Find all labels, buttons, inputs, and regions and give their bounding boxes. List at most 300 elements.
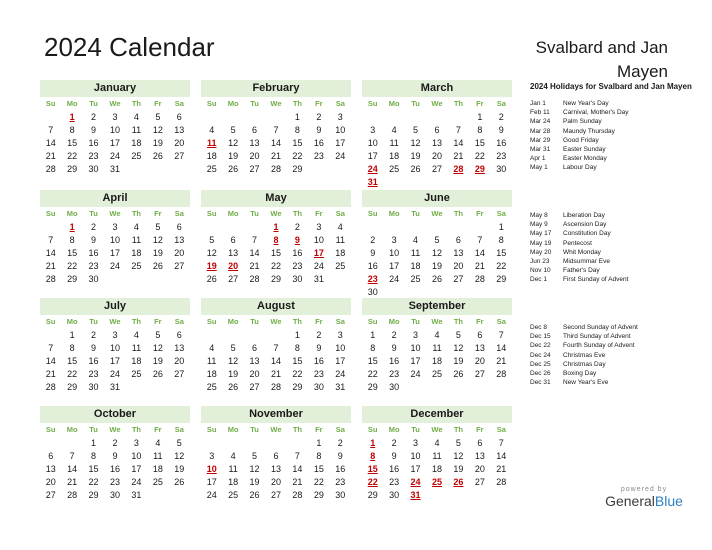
day-cell: 20 xyxy=(474,464,485,474)
day-cell: 17 xyxy=(109,138,120,148)
day-cell: 2 xyxy=(112,438,118,448)
empty-cell xyxy=(244,221,265,234)
day-cell: 26 xyxy=(152,261,163,271)
page-title: 2024 Calendar xyxy=(44,32,215,62)
month-october xyxy=(40,406,190,502)
day-cell: 18 xyxy=(131,138,142,148)
day-cell: 21 xyxy=(496,464,507,474)
day-cell: 29 xyxy=(88,490,99,500)
day-cell: 23 xyxy=(389,477,400,487)
day-cell: 16 xyxy=(496,138,507,148)
day-cell: 22 xyxy=(88,477,99,487)
day-cell: 7 xyxy=(48,235,54,245)
day-cell: 10 xyxy=(109,235,120,245)
day-cell: 30 xyxy=(109,490,120,500)
day-cell: 21 xyxy=(453,151,464,161)
day-cell: 10 xyxy=(131,451,142,461)
day-cell: 27 xyxy=(174,151,185,161)
holiday-day-cell: 1 xyxy=(69,112,75,122)
day-cell: 12 xyxy=(206,248,217,258)
holiday-name: New Year's Day xyxy=(563,100,609,107)
weekday-label: We xyxy=(109,99,121,108)
month-days-grid xyxy=(362,207,512,299)
day-cell: 2 xyxy=(316,112,322,122)
day-cell: 19 xyxy=(431,261,442,271)
day-cell: 13 xyxy=(174,125,185,135)
holidays-title: 2024 Holidays for Svalbard and Jan Mayen xyxy=(530,82,692,91)
holiday-date: Apr 1 xyxy=(530,155,546,163)
weekday-label: Mo xyxy=(66,317,78,326)
day-cell: 21 xyxy=(45,151,56,161)
weekday-label: Sa xyxy=(335,209,345,218)
day-cell: 23 xyxy=(496,151,507,161)
day-cell: 24 xyxy=(109,151,120,161)
day-cell: 9 xyxy=(391,343,397,353)
day-cell: 28 xyxy=(45,164,56,174)
holiday-row xyxy=(530,332,705,341)
weekday-label: Mo xyxy=(388,425,400,434)
month-days-grid xyxy=(40,97,190,176)
day-cell: 14 xyxy=(270,138,281,148)
day-cell: 5 xyxy=(230,343,236,353)
holiday-name: Pentecost xyxy=(563,239,592,247)
holiday-day-cell: 29 xyxy=(474,164,485,174)
day-cell: 25 xyxy=(131,369,142,379)
day-cell: 25 xyxy=(335,261,346,271)
day-cell: 17 xyxy=(410,356,421,366)
day-cell: 1 xyxy=(477,112,483,122)
day-cell: 11 xyxy=(432,451,442,461)
day-cell: 12 xyxy=(410,138,421,148)
day-cell: 27 xyxy=(174,261,185,271)
day-cell: 26 xyxy=(249,490,260,500)
empty-cell xyxy=(469,221,490,234)
empty-cell xyxy=(265,437,286,450)
weekday-label: Sa xyxy=(496,209,506,218)
day-cell: 5 xyxy=(434,235,440,245)
day-cell: 2 xyxy=(370,235,376,245)
day-cell: 15 xyxy=(67,138,78,148)
weekday-label: Fr xyxy=(476,425,484,434)
holiday-day-cell: 8 xyxy=(273,235,279,245)
day-cell: 6 xyxy=(477,330,483,340)
weekday-label: Sa xyxy=(174,209,184,218)
holiday-day-cell: 8 xyxy=(370,451,376,461)
day-cell: 18 xyxy=(131,248,142,258)
day-cell: 17 xyxy=(206,477,217,487)
day-cell: 16 xyxy=(109,464,120,474)
holiday-date: Dec 26 xyxy=(530,369,551,377)
day-cell: 17 xyxy=(335,138,346,148)
holiday-name: Easter Sunday xyxy=(563,145,606,153)
day-cell: 25 xyxy=(152,477,163,487)
day-cell: 29 xyxy=(67,382,78,392)
weekday-label: Th xyxy=(131,425,141,434)
day-cell: 16 xyxy=(88,138,99,148)
weekday-label: Mo xyxy=(227,99,239,108)
holiday-date: Mar 28 xyxy=(530,127,551,135)
day-cell: 3 xyxy=(391,235,397,245)
day-cell: 4 xyxy=(230,451,236,461)
month-days-grid xyxy=(201,97,351,176)
day-cell: 13 xyxy=(431,138,442,148)
empty-cell xyxy=(222,329,243,342)
day-cell: 13 xyxy=(174,343,185,353)
day-cell: 8 xyxy=(91,451,97,461)
day-cell: 21 xyxy=(249,261,260,271)
day-cell: 27 xyxy=(174,369,185,379)
holiday-day-cell: 31 xyxy=(410,490,421,500)
empty-cell xyxy=(40,111,61,124)
holiday-row xyxy=(530,117,705,126)
weekday-label: Su xyxy=(206,425,217,434)
holiday-date: May 20 xyxy=(530,248,552,256)
holiday-date: Mar 24 xyxy=(530,118,551,126)
day-cell: 4 xyxy=(133,330,139,340)
day-cell: 17 xyxy=(109,248,120,258)
day-cell: 5 xyxy=(455,438,461,448)
day-cell: 20 xyxy=(174,248,185,258)
holiday-day-cell: 26 xyxy=(453,477,464,487)
day-cell: 27 xyxy=(228,274,239,284)
empty-cell xyxy=(405,221,426,234)
day-cell: 22 xyxy=(292,369,303,379)
day-cell: 20 xyxy=(249,151,260,161)
day-cell: 3 xyxy=(112,112,118,122)
day-cell: 26 xyxy=(453,369,464,379)
day-cell: 6 xyxy=(176,330,182,340)
day-cell: 9 xyxy=(91,343,97,353)
month-june xyxy=(362,190,512,299)
weekday-label: Su xyxy=(367,317,378,326)
day-cell: 31 xyxy=(109,382,120,392)
day-cell: 24 xyxy=(410,369,421,379)
empty-cell xyxy=(40,221,61,234)
weekday-label: Th xyxy=(292,317,302,326)
day-cell: 9 xyxy=(370,248,376,258)
month-name: July xyxy=(40,298,190,315)
weekday-label: Mo xyxy=(388,317,400,326)
day-cell: 13 xyxy=(249,356,260,366)
day-cell: 30 xyxy=(292,274,303,284)
day-cell: 11 xyxy=(207,356,217,366)
holiday-date: Jun 23 xyxy=(530,257,550,265)
day-cell: 23 xyxy=(313,369,324,379)
holiday-name: Good Friday xyxy=(563,136,599,144)
month-days-grid xyxy=(362,315,512,394)
empty-cell xyxy=(383,221,404,234)
day-cell: 11 xyxy=(389,138,399,148)
day-cell: 7 xyxy=(69,451,75,461)
holiday-row xyxy=(530,239,705,248)
day-cell: 15 xyxy=(67,356,78,366)
day-cell: 28 xyxy=(249,274,260,284)
day-cell: 16 xyxy=(88,248,99,258)
day-cell: 10 xyxy=(313,235,324,245)
holiday-day-cell: 17 xyxy=(313,248,324,258)
day-cell: 27 xyxy=(474,369,485,379)
day-cell: 24 xyxy=(313,261,324,271)
weekday-label: Tu xyxy=(411,209,420,218)
day-cell: 12 xyxy=(453,343,464,353)
holiday-name: Liberation Day xyxy=(563,212,605,219)
day-cell: 15 xyxy=(367,356,378,366)
holiday-name: Ascension Day xyxy=(563,221,607,229)
empty-cell xyxy=(405,111,426,124)
day-cell: 18 xyxy=(431,356,442,366)
powered-by-text: powered by xyxy=(620,486,668,493)
day-cell: 20 xyxy=(174,356,185,366)
day-cell: 12 xyxy=(174,451,185,461)
day-cell: 17 xyxy=(131,464,142,474)
holiday-day-cell: 23 xyxy=(367,274,378,284)
day-cell: 3 xyxy=(316,222,322,232)
day-cell: 8 xyxy=(370,343,376,353)
day-cell: 14 xyxy=(67,464,78,474)
day-cell: 20 xyxy=(45,477,56,487)
day-cell: 4 xyxy=(133,222,139,232)
weekday-label: Mo xyxy=(227,209,239,218)
day-cell: 19 xyxy=(228,369,239,379)
holiday-row xyxy=(530,145,705,154)
day-cell: 5 xyxy=(413,125,419,135)
holiday-day-cell: 19 xyxy=(206,261,217,271)
weekday-label: We xyxy=(109,209,121,218)
empty-cell xyxy=(201,329,222,342)
holiday-day-cell: 15 xyxy=(367,464,378,474)
empty-cell xyxy=(201,221,222,234)
weekday-label: Mo xyxy=(66,99,78,108)
day-cell: 17 xyxy=(367,151,378,161)
weekday-label: Th xyxy=(453,209,463,218)
day-cell: 19 xyxy=(228,151,239,161)
day-cell: 7 xyxy=(48,343,54,353)
day-cell: 11 xyxy=(131,235,142,245)
day-cell: 13 xyxy=(249,138,260,148)
day-cell: 12 xyxy=(228,356,239,366)
day-cell: 11 xyxy=(228,464,238,474)
day-cell: 26 xyxy=(174,477,185,487)
holiday-date: Dec 15 xyxy=(530,333,551,341)
holiday-row xyxy=(530,275,705,284)
day-cell: 2 xyxy=(391,330,397,340)
empty-cell xyxy=(201,111,222,124)
day-cell: 3 xyxy=(337,330,343,340)
day-cell: 22 xyxy=(474,151,485,161)
holiday-name: Constitution Day xyxy=(563,230,611,238)
holiday-day-cell: 11 xyxy=(206,138,217,148)
weekday-label: Fr xyxy=(315,425,323,434)
holiday-row xyxy=(530,127,705,136)
day-cell: 24 xyxy=(109,261,120,271)
day-cell: 26 xyxy=(152,369,163,379)
holiday-row xyxy=(530,360,705,369)
day-cell: 18 xyxy=(206,151,217,161)
holiday-date: Dec 31 xyxy=(530,379,551,387)
month-may xyxy=(201,190,351,286)
month-name: January xyxy=(40,80,190,97)
day-cell: 29 xyxy=(270,274,281,284)
day-cell: 7 xyxy=(273,343,279,353)
holiday-day-cell: 25 xyxy=(431,477,442,487)
day-cell: 29 xyxy=(313,490,324,500)
day-cell: 23 xyxy=(88,151,99,161)
day-cell: 26 xyxy=(228,382,239,392)
day-cell: 28 xyxy=(270,164,281,174)
month-april xyxy=(40,190,190,286)
weekday-label: Tu xyxy=(89,317,98,326)
day-cell: 19 xyxy=(152,248,163,258)
day-cell: 28 xyxy=(45,382,56,392)
weekday-label: Tu xyxy=(89,209,98,218)
day-cell: 14 xyxy=(496,451,507,461)
weekday-label: Fr xyxy=(476,317,484,326)
weekday-label: Sa xyxy=(174,425,184,434)
day-cell: 4 xyxy=(337,222,343,232)
day-cell: 3 xyxy=(112,330,118,340)
weekday-label: Th xyxy=(453,317,463,326)
month-days-grid xyxy=(40,423,190,502)
day-cell: 12 xyxy=(431,248,442,258)
day-cell: 29 xyxy=(292,164,303,174)
weekday-label: We xyxy=(431,99,443,108)
day-cell: 23 xyxy=(389,369,400,379)
day-cell: 9 xyxy=(498,125,504,135)
day-cell: 2 xyxy=(391,438,397,448)
day-cell: 27 xyxy=(270,490,281,500)
day-cell: 14 xyxy=(474,248,485,258)
holiday-date: Jan 1 xyxy=(530,100,546,107)
weekday-label: Tu xyxy=(250,99,259,108)
weekday-label: Mo xyxy=(227,425,239,434)
day-cell: 18 xyxy=(431,464,442,474)
day-cell: 9 xyxy=(91,125,97,135)
holiday-name: First Sunday of Advent xyxy=(563,276,629,284)
holiday-name: Boxing Day xyxy=(563,369,597,377)
day-cell: 5 xyxy=(176,438,182,448)
day-cell: 25 xyxy=(206,164,217,174)
weekday-label: Th xyxy=(292,425,302,434)
month-days-grid xyxy=(40,207,190,286)
day-cell: 9 xyxy=(337,451,343,461)
day-cell: 4 xyxy=(155,438,161,448)
day-cell: 22 xyxy=(67,369,78,379)
day-cell: 8 xyxy=(69,235,75,245)
holiday-name: Christmas Eve xyxy=(563,351,606,359)
empty-cell xyxy=(287,437,308,450)
day-cell: 20 xyxy=(174,138,185,148)
weekday-label: Fr xyxy=(154,317,162,326)
holiday-day-cell: 31 xyxy=(367,177,378,187)
weekday-label: We xyxy=(270,99,282,108)
day-cell: 19 xyxy=(152,138,163,148)
holiday-name: Christmas Day xyxy=(563,360,606,368)
weekday-label: Sa xyxy=(174,317,184,326)
weekday-label: Mo xyxy=(66,425,78,434)
day-cell: 20 xyxy=(270,477,281,487)
day-cell: 11 xyxy=(131,343,142,353)
holiday-date: Mar 31 xyxy=(530,145,551,153)
day-cell: 18 xyxy=(389,151,400,161)
day-cell: 23 xyxy=(335,477,346,487)
day-cell: 5 xyxy=(209,235,215,245)
day-cell: 6 xyxy=(230,235,236,245)
day-cell: 12 xyxy=(228,138,239,148)
day-cell: 3 xyxy=(133,438,139,448)
day-cell: 2 xyxy=(337,438,343,448)
day-cell: 28 xyxy=(496,369,507,379)
day-cell: 10 xyxy=(367,138,378,148)
day-cell: 12 xyxy=(152,343,163,353)
day-cell: 3 xyxy=(413,438,419,448)
empty-cell xyxy=(448,221,469,234)
day-cell: 9 xyxy=(316,343,322,353)
day-cell: 6 xyxy=(477,438,483,448)
day-cell: 8 xyxy=(294,125,300,135)
day-cell: 23 xyxy=(109,477,120,487)
day-cell: 11 xyxy=(432,343,442,353)
month-december xyxy=(362,406,512,502)
holiday-date: May 9 xyxy=(530,221,548,229)
weekday-label: Sa xyxy=(335,99,345,108)
day-cell: 31 xyxy=(313,274,324,284)
holiday-date: Nov 10 xyxy=(530,267,551,275)
month-name: June xyxy=(362,190,512,207)
day-cell: 17 xyxy=(335,356,346,366)
day-cell: 19 xyxy=(410,151,421,161)
holiday-day-cell: 24 xyxy=(410,477,421,487)
weekday-label: Sa xyxy=(335,425,345,434)
empty-cell xyxy=(40,329,61,342)
weekday-label: Sa xyxy=(335,317,345,326)
empty-cell xyxy=(244,437,265,450)
country-name: Svalbard and Jan Mayen xyxy=(535,38,668,81)
day-cell: 4 xyxy=(209,125,215,135)
day-cell: 8 xyxy=(316,451,322,461)
day-cell: 24 xyxy=(389,274,400,284)
day-cell: 22 xyxy=(367,369,378,379)
empty-cell xyxy=(265,111,286,124)
day-cell: 10 xyxy=(109,343,120,353)
day-cell: 27 xyxy=(474,477,485,487)
weekday-label: Su xyxy=(206,317,217,326)
holiday-name: Second Sunday of Advent xyxy=(563,324,638,331)
day-cell: 17 xyxy=(109,356,120,366)
day-cell: 12 xyxy=(453,451,464,461)
day-cell: 11 xyxy=(153,451,163,461)
empty-cell xyxy=(222,221,243,234)
day-cell: 4 xyxy=(133,112,139,122)
day-cell: 10 xyxy=(410,343,421,353)
weekday-label: Mo xyxy=(388,209,400,218)
day-cell: 25 xyxy=(410,274,421,284)
holiday-row xyxy=(530,154,705,163)
day-cell: 15 xyxy=(292,356,303,366)
day-cell: 21 xyxy=(45,261,56,271)
day-cell: 16 xyxy=(292,248,303,258)
day-cell: 21 xyxy=(67,477,78,487)
holiday-date: Dec 1 xyxy=(530,276,547,284)
weekday-label: Fr xyxy=(476,209,484,218)
empty-cell xyxy=(244,111,265,124)
day-cell: 25 xyxy=(228,490,239,500)
day-cell: 5 xyxy=(155,330,161,340)
day-cell: 15 xyxy=(474,138,485,148)
weekday-label: Th xyxy=(131,317,141,326)
month-days-grid xyxy=(362,97,512,189)
day-cell: 7 xyxy=(252,235,258,245)
day-cell: 22 xyxy=(313,477,324,487)
